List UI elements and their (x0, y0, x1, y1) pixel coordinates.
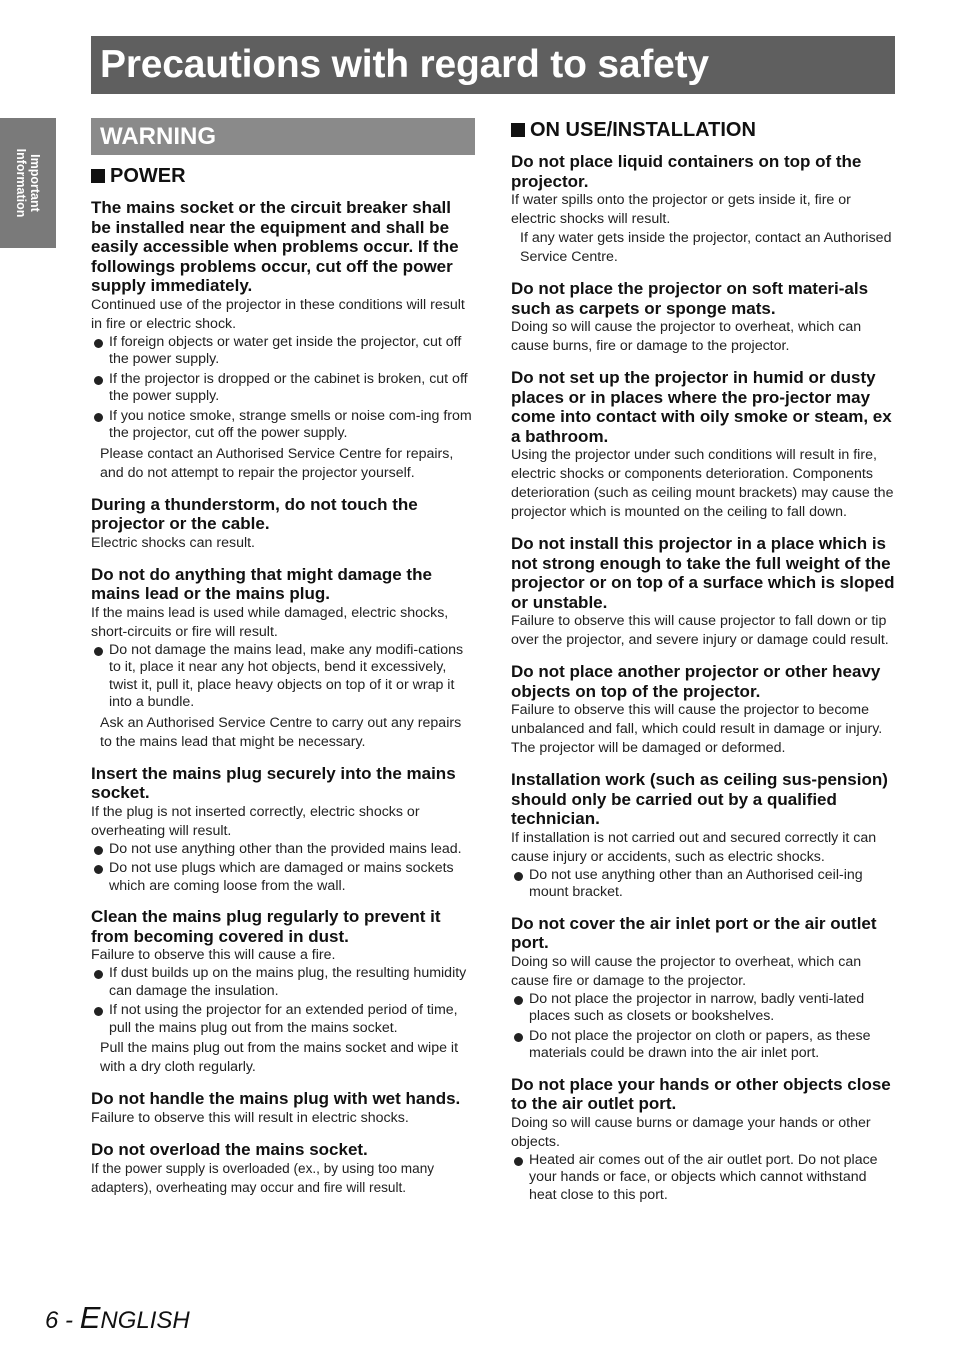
item-heading: The mains socket or the circuit breaker shall be installed near the equipment and shall be easily accessible when problems occur. If the followings problems occur, cut off the power supply immediately. (91, 198, 459, 295)
bullet-list (91, 841, 475, 896)
bullet-list (511, 867, 897, 902)
bullet-text: Do not use anything other than an Authorised ceil-ing mount bracket. (529, 866, 863, 900)
item-text: Failure to observe this will cause projector to fall down or tip over the projector, and severe injury or damage could result. (511, 613, 889, 648)
warning-item (91, 1089, 475, 1128)
item-text: If the power supply is overloaded (ex., by using too many adapters), overheating may occur and fire will result. (91, 1161, 435, 1195)
bullet-item (91, 334, 475, 369)
bullet-item (91, 371, 475, 406)
warning-item (91, 764, 475, 896)
bullet-text: Do not use anything other than the provided mains lead. (109, 840, 462, 857)
square-bullet-icon (511, 123, 525, 137)
bullet-text: Do not use plugs which are damaged or mains sockets which are coming loose from the wall. (109, 860, 454, 894)
item-text: Electric shocks can result. (91, 534, 256, 551)
bullet-item (91, 642, 475, 712)
item-heading: Installation work (such as ceiling sus-pension) should only be carried out by a qualified technician. (511, 770, 888, 828)
page-footer (45, 1300, 190, 1336)
bullet-dot-icon (514, 996, 523, 1005)
bullet-dot-icon (514, 1033, 523, 1042)
item-heading: Do not cover the air inlet port or the air outlet port. (511, 913, 877, 952)
item-text: Doing so will cause the projector to overheat, which can cause burns, fire or damage to the projector. (511, 319, 862, 354)
bullet-text: Do not place the projector in narrow, badly venti-lated places such as closets or bookshelves. (529, 990, 865, 1024)
bullet-item (91, 1002, 475, 1037)
warning-item (511, 368, 897, 522)
item-heading: Do not do anything that might damage the mains lead or the mains plug. (91, 564, 432, 603)
bullet-item (91, 841, 475, 859)
bullet-list (91, 334, 475, 443)
warning-item (511, 152, 897, 267)
bullet-item (511, 991, 897, 1026)
language-initial: E (79, 1300, 101, 1335)
warning-item (511, 534, 897, 650)
language-label: NGLISH (100, 1307, 190, 1334)
bullet-item (511, 1152, 897, 1205)
item-heading: Do not place your hands or other objects close to the air outlet port. (511, 1074, 891, 1113)
item-note: Please contact an Authorised Service Centre for repairs, and do not attempt to repair the projector yourself. (100, 445, 454, 481)
bullet-list (91, 642, 475, 712)
bullet-text: If the projector is dropped or the cabinet is broken, cut off the power supply. (109, 370, 468, 404)
bullet-dot-icon (514, 872, 523, 881)
bullet-list (511, 1152, 897, 1205)
bullet-text: Heated air comes out of the air outlet port. Do not place your hands or face, or objects which cannot withstand heat close to this port. (529, 1151, 878, 1203)
bullet-dot-icon (94, 376, 103, 385)
bullet-dot-icon (94, 339, 103, 348)
item-text: Failure to observe this will cause the projector to become unbalanced and fall, which could result in damage or injury. The projector will be damaged or deformed. (511, 702, 883, 756)
item-text: Continued use of the projector in these conditions will result in fire or electric shock. (91, 296, 465, 332)
item-heading: Do not install this projector in a place which is not strong enough to take the full weight of the projector or on top of a surface which is sloped or unstable. (511, 534, 895, 612)
bullet-text: If foreign objects or water get inside the projector, cut off the power supply. (109, 333, 462, 367)
item-note: If any water gets inside the projector, contact an Authorised Service Centre. (520, 230, 892, 265)
bullet-dot-icon (94, 970, 103, 979)
item-text: Doing so will cause burns or damage your hands or other objects. (511, 1114, 871, 1150)
bullet-dot-icon (94, 865, 103, 874)
item-text: Failure to observe this will cause a fire. (91, 947, 336, 963)
section-heading-use-installation (511, 118, 897, 142)
warning-banner: WARNING (91, 118, 475, 155)
item-heading: Do not handle the mains plug with wet hands. (91, 1089, 461, 1108)
page-title: Precautions with regard to safety (100, 43, 709, 86)
bullet-text: If not using the projector for an extended period of time, pull the mains plug out from the mains socket. (109, 1002, 458, 1036)
right-column (511, 118, 897, 1216)
bullet-item (91, 408, 475, 443)
item-text: If installation is not carried out and secured correctly it can cause injury or accidents, such as electric shocks. (511, 829, 877, 865)
warning-item (91, 495, 475, 553)
item-heading: Do not set up the projector in humid or dusty places or in places where the pro-jector may come into contact with oily smoke or steam, ex a bathroom. (511, 368, 892, 446)
warning-item (511, 279, 897, 356)
bullet-list (511, 991, 897, 1063)
item-text: If water spills onto the projector or gets inside it, fire or electric shocks will result. (511, 192, 851, 227)
bullet-list (91, 965, 475, 1037)
item-heading: Insert the mains plug securely into the mains socket. (91, 763, 456, 802)
item-text: Using the projector under such conditions will result in fire, electric shocks or components deterioration. Components deterioration (such as ceiling mount brackets) may cause the projector which is mounted on the ceiling to fall down. (511, 447, 894, 520)
item-heading: Do not place the projector on soft materi-als such as carpets or sponge mats. (511, 279, 869, 318)
bullet-dot-icon (94, 1007, 103, 1016)
item-heading: Clean the mains plug regularly to prevent it from becoming covered in dust. (91, 907, 441, 946)
bullet-text: Do not place the projector on cloth or papers, as these materials could be drawn into the air inlet port. (529, 1027, 871, 1061)
item-heading: Do not place another projector or other heavy objects on top of the projector. (511, 662, 881, 701)
bullet-item (91, 965, 475, 1000)
warning-item (511, 770, 897, 902)
page-number: 6 - (45, 1307, 80, 1334)
warning-item (91, 1140, 475, 1198)
bullet-text: If you notice smoke, strange smells or noise com-ing from the projector, cut off the power supply. (109, 407, 472, 441)
warning-item (511, 662, 897, 758)
item-note: Pull the mains plug out from the mains socket and wipe it with a dry cloth regularly. (100, 1040, 459, 1075)
warning-item (91, 198, 475, 483)
item-text: Doing so will cause the projector to overheat, which can cause fire or damage to the projector. (511, 953, 862, 989)
warning-item (91, 565, 475, 752)
bullet-item (511, 867, 897, 902)
bullet-item (511, 1028, 897, 1063)
side-tab-label: Important Information (14, 148, 42, 218)
warning-item (511, 1075, 897, 1205)
warning-item (91, 907, 475, 1077)
item-text: Failure to observe this will result in electric shocks. (91, 1109, 409, 1126)
bullet-dot-icon (94, 647, 103, 656)
section-heading-power (91, 164, 475, 188)
item-note: Ask an Authorised Service Centre to carry out any repairs to the mains lead that might be necessary. (100, 714, 462, 750)
item-heading: During a thunderstorm, do not touch the projector or the cable. (91, 494, 418, 533)
bullet-text: Do not damage the mains lead, make any modifi-cations to it, place it near any hot objects, bend it excessively, twist it, pull it, place heavy objects on top of it or wrap it into a bundle. (109, 641, 464, 710)
section-heading-label: POWER (110, 165, 186, 187)
warning-item (511, 914, 897, 1063)
square-bullet-icon (91, 169, 105, 183)
section-heading-label: ON USE/INSTALLATION (530, 119, 756, 141)
bullet-text: If dust builds up on the mains plug, the resulting humidity can damage the insulation. (109, 965, 467, 999)
item-text: If the mains lead is used while damaged, electric shocks, short-circuits or fire will result. (91, 604, 449, 640)
bullet-dot-icon (94, 413, 103, 422)
side-tab (0, 118, 56, 248)
item-heading: Do not overload the mains socket. (91, 1139, 368, 1159)
bullet-dot-icon (514, 1157, 523, 1166)
bullet-dot-icon (94, 846, 103, 855)
bullet-item (91, 860, 475, 895)
left-column (91, 118, 475, 1209)
title-bar (91, 36, 895, 94)
item-text: If the plug is not inserted correctly, electric shocks or overheating will result. (91, 803, 420, 839)
item-heading: Do not place liquid containers on top of the projector. (511, 152, 862, 191)
